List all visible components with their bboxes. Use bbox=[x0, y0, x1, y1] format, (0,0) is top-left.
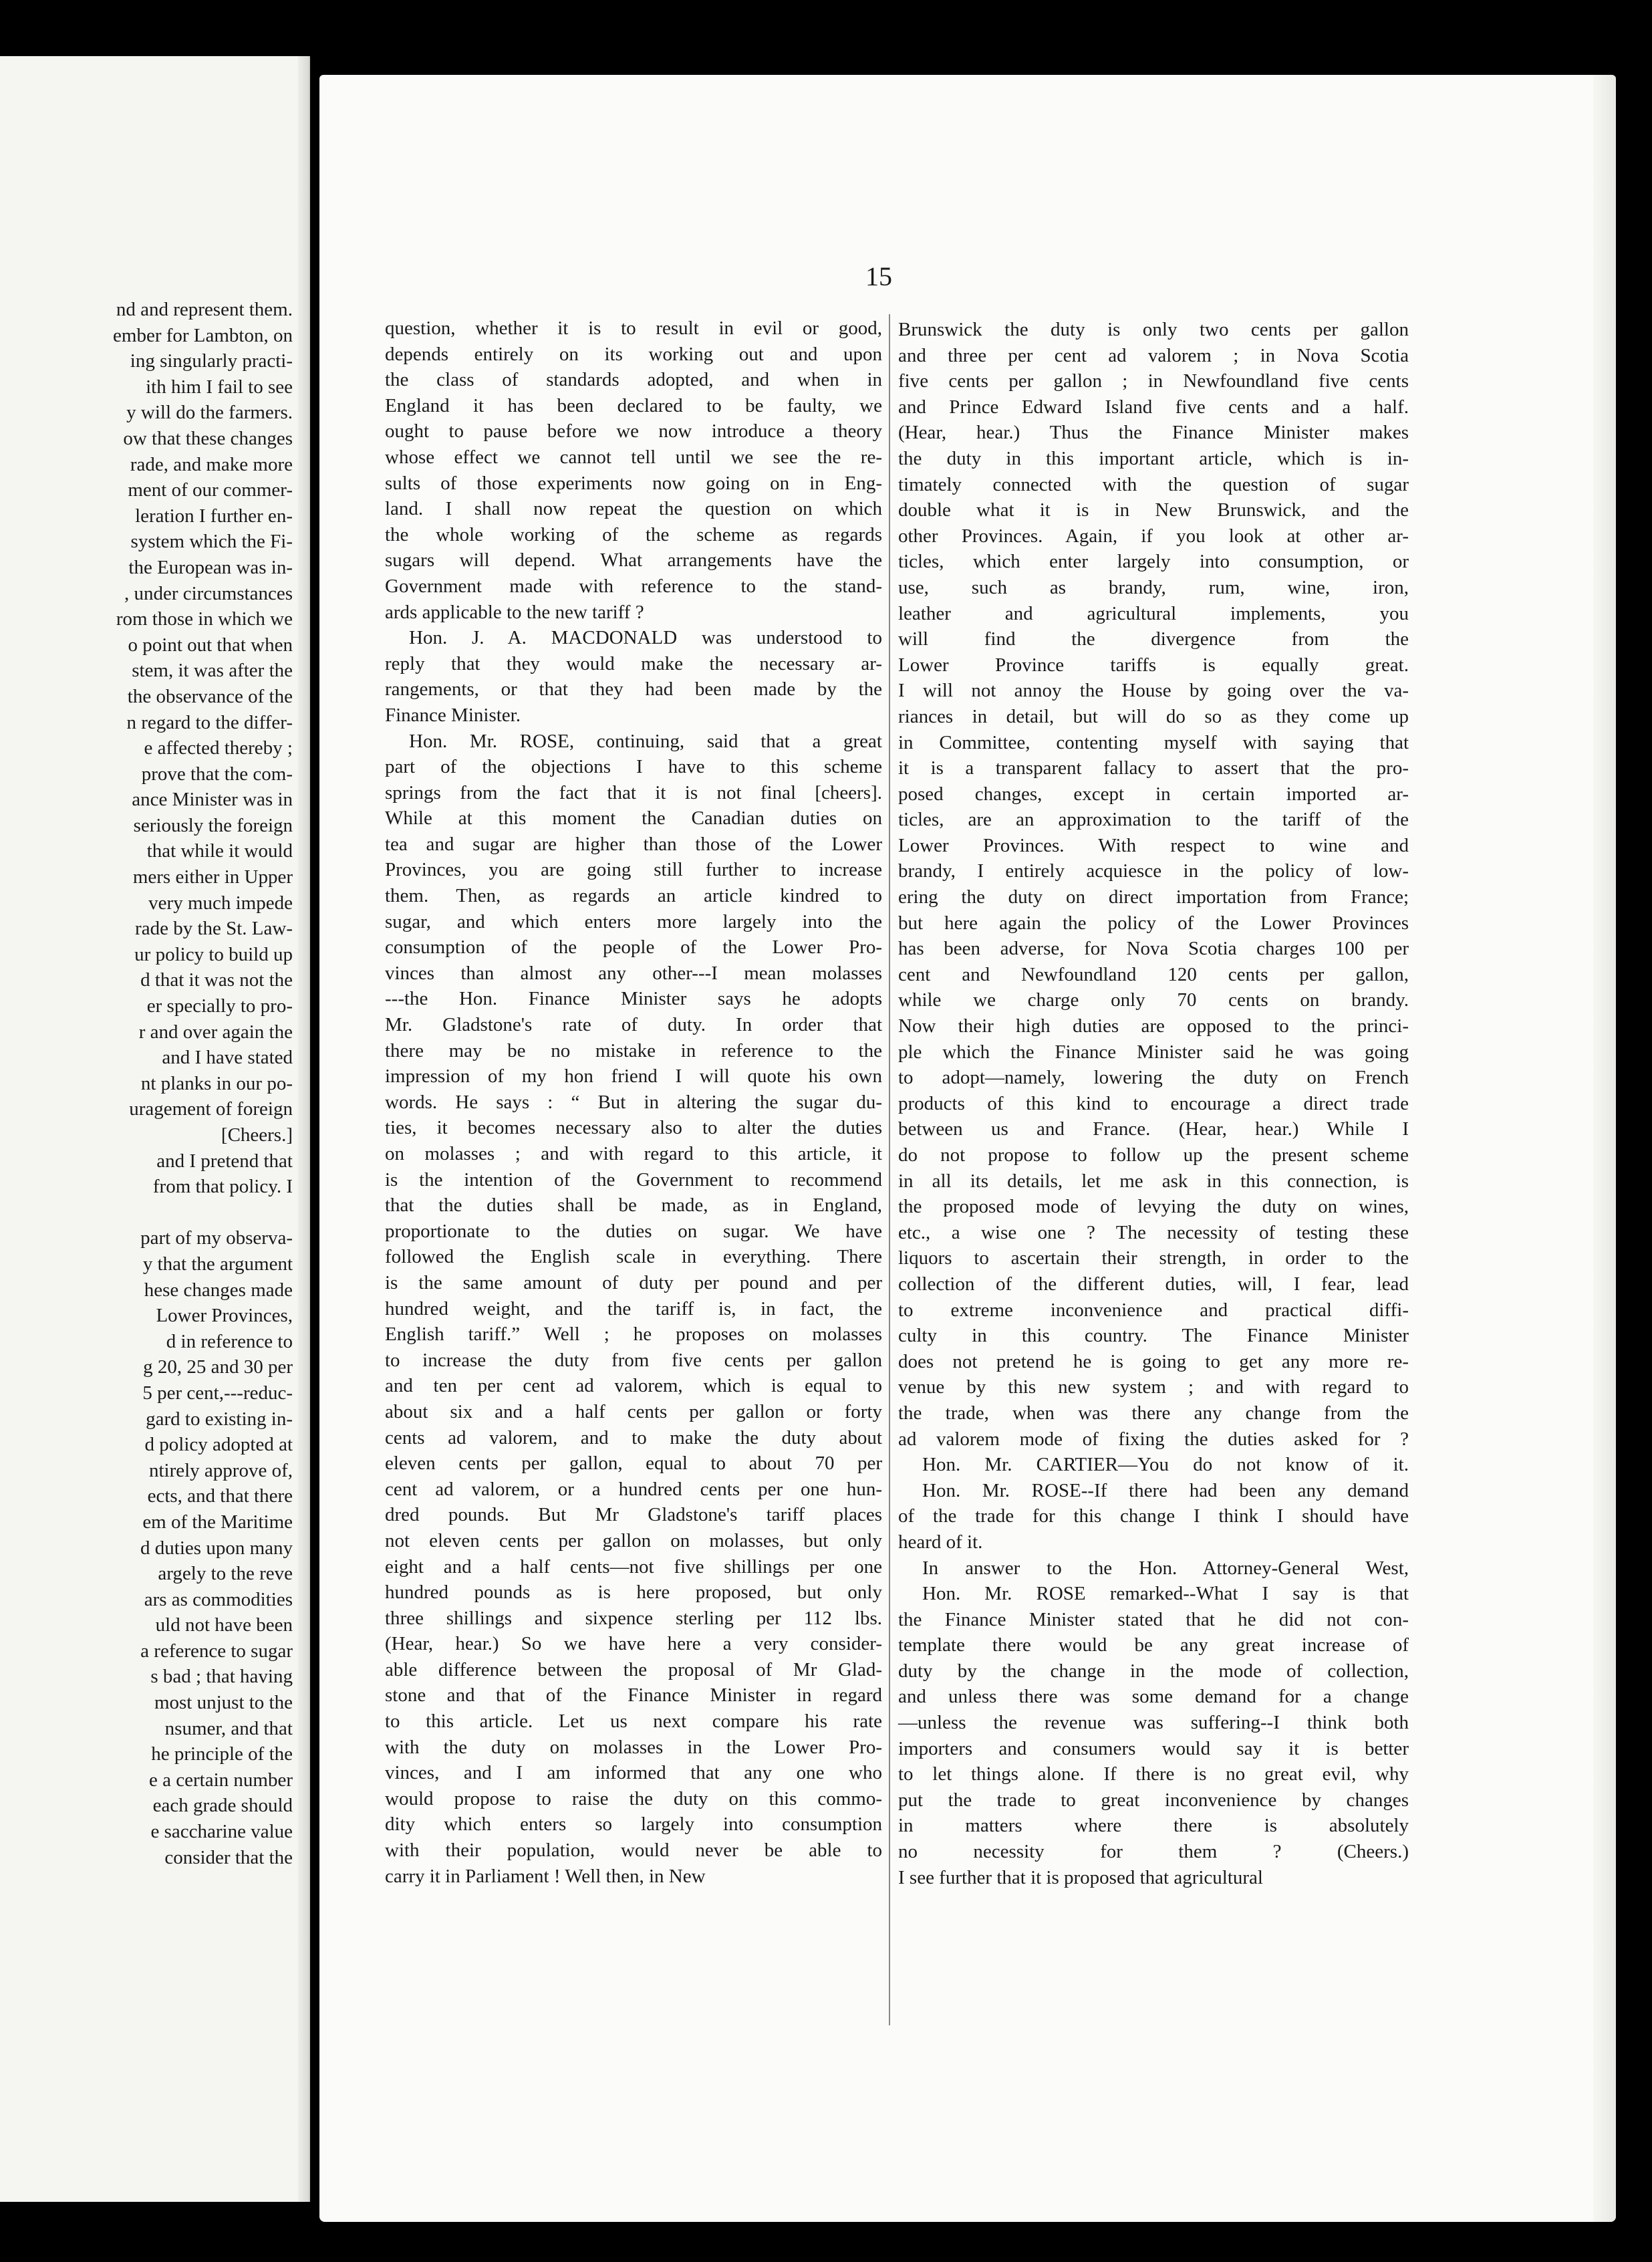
text-line: cent ad valorem, or a hundred cents per one hun- bbox=[385, 1478, 882, 1500]
text-line: venue by this new system ; and with regard to bbox=[898, 1376, 1409, 1398]
text-line: to adopt—namely, lowering the duty on French bbox=[898, 1067, 1409, 1089]
text-line: followed the English scale in everything. There bbox=[385, 1246, 882, 1268]
text-line: with their population, would never be able to bbox=[385, 1840, 882, 1862]
left-page-line: g 20, 25 and 30 per bbox=[143, 1356, 293, 1378]
left-page-line: rade, and make more bbox=[130, 453, 293, 475]
text-line: leather and agricultural implements, you bbox=[898, 602, 1409, 624]
left-page-line: the observance of the bbox=[127, 685, 293, 707]
left-page-line: ance Minister was in bbox=[132, 789, 293, 811]
text-line: ticles, are an approximation to the tariff of the bbox=[898, 809, 1409, 831]
text-line: tea and sugar are higher than those of the Lower bbox=[385, 833, 882, 855]
text-line: (Hear, hear.) So we have here a very consider- bbox=[385, 1633, 882, 1655]
left-page-line: and I have stated bbox=[162, 1047, 293, 1069]
text-line: posed changes, except in certain imported ar- bbox=[898, 783, 1409, 805]
left-page-line: Lower Provinces, bbox=[156, 1305, 293, 1327]
left-page-line: rom those in which we bbox=[116, 608, 293, 630]
left-page-line: leration I further en- bbox=[135, 505, 293, 527]
left-page-line: ing singularly practi- bbox=[130, 350, 293, 372]
left-page-line: e saccharine value bbox=[150, 1821, 293, 1843]
text-line: to extreme inconvenience and practical diffi- bbox=[898, 1299, 1409, 1321]
text-line: template there would be any great increase of bbox=[898, 1634, 1409, 1656]
text-line: I will not annoy the House by going over the va- bbox=[898, 680, 1409, 702]
left-page-line: nsumer, and that bbox=[164, 1717, 293, 1739]
text-line: between us and France. (Hear, hear.) While I bbox=[898, 1118, 1409, 1140]
left-page-line: rade by the St. Law- bbox=[135, 918, 293, 940]
left-page-line: r and over again the bbox=[138, 1021, 293, 1043]
left-page-line: argely to the reve bbox=[158, 1563, 293, 1585]
text-line: ties, it becomes necessary also to alter the duties bbox=[385, 1117, 882, 1139]
text-line: In answer to the Hon. Attorney-General West, bbox=[922, 1557, 1409, 1579]
text-line: it is a transparent fallacy to assert that the pro- bbox=[898, 757, 1409, 779]
text-line: part of the objections I have to this scheme bbox=[385, 756, 882, 778]
left-page-line bbox=[0, 1200, 307, 1226]
text-line: to let things alone. If there is no great evil, why bbox=[898, 1763, 1409, 1785]
left-page-line: ith him I fail to see bbox=[146, 376, 293, 398]
text-line: vinces than almost any other---I mean molasses bbox=[385, 962, 882, 984]
text-line: ple which the Finance Minister said he was going bbox=[898, 1041, 1409, 1063]
left-page-line: ars as commodities bbox=[144, 1588, 293, 1610]
text-line: the Finance Minister stated that he did not con- bbox=[898, 1608, 1409, 1630]
text-line: vinces, and I am informed that any one who bbox=[385, 1762, 882, 1784]
left-page-line: y will do the farmers. bbox=[126, 402, 293, 424]
text-line: sugar, and which enters more largely into the bbox=[385, 910, 882, 932]
text-line: will find the divergence from the bbox=[898, 628, 1409, 650]
text-line: the trade, when was there any change from the bbox=[898, 1402, 1409, 1424]
text-line: importers and consumers would say it is better bbox=[898, 1737, 1409, 1759]
left-page-line: d in reference to bbox=[166, 1330, 293, 1352]
left-page-text bbox=[0, 297, 307, 1870]
text-line: Provinces, you are going still further to increase bbox=[385, 859, 882, 881]
text-line: in matters where there is absolutely bbox=[898, 1815, 1409, 1837]
text-line: does not pretend he is going to get any more re- bbox=[898, 1350, 1409, 1372]
text-line: able difference between the proposal of Mr Glad- bbox=[385, 1658, 882, 1680]
text-line: is the same amount of duty per pound and per bbox=[385, 1271, 882, 1293]
text-line: while we charge only 70 cents on brandy. bbox=[898, 989, 1409, 1011]
left-page-line: , under circumstances bbox=[124, 582, 293, 604]
left-page-line: prove that the com- bbox=[141, 763, 293, 785]
text-line: English tariff.” Well ; he proposes on molasses bbox=[385, 1324, 882, 1346]
text-line: in Committee, contenting myself with saying that bbox=[898, 731, 1409, 753]
left-page-line: part of my observa- bbox=[140, 1227, 293, 1249]
column-divider bbox=[889, 314, 890, 2025]
left-page-line: d duties upon many bbox=[140, 1537, 293, 1559]
text-line: I see further that it is proposed that agricultural bbox=[898, 1866, 1263, 1888]
text-line: and three per cent ad valorem ; in Nova Scotia bbox=[898, 344, 1409, 366]
left-page-line: nt planks in our po- bbox=[140, 1072, 293, 1094]
text-line: collection of the different duties, will, I fear, lead bbox=[898, 1273, 1409, 1295]
text-line: in all its details, let me ask in this connection, is bbox=[898, 1170, 1409, 1192]
text-line: ---the Hon. Finance Minister says he adopts bbox=[385, 988, 882, 1010]
text-line: riances in detail, but will do so as they come up bbox=[898, 705, 1409, 727]
left-page-line: ment of our commer- bbox=[128, 479, 293, 501]
text-line: them. Then, as regards an article kindred to bbox=[385, 885, 882, 907]
text-line: put the trade to great inconvenience by changes bbox=[898, 1789, 1409, 1811]
text-line: ticles, which enter largely into consumption, or bbox=[898, 551, 1409, 573]
text-line: the whole working of the scheme as regards bbox=[385, 523, 882, 545]
left-page-line: d policy adopted at bbox=[144, 1434, 293, 1456]
text-line: impression of my hon friend I will quote his own bbox=[385, 1065, 882, 1088]
left-page-line: 5 per cent,---reduc- bbox=[142, 1382, 293, 1404]
text-line: Hon. Mr. ROSE, continuing, said that a great bbox=[409, 730, 882, 752]
left-page-line: consider that the bbox=[164, 1846, 293, 1868]
left-page-line: system which the Fi- bbox=[130, 531, 293, 553]
text-line: culty in this country. The Finance Minister bbox=[898, 1325, 1409, 1347]
text-line: consumption of the people of the Lower Pro- bbox=[385, 936, 882, 959]
text-line: eleven cents per gallon, equal to about 70 per bbox=[385, 1453, 882, 1475]
text-line: whose effect we cannot tell until we see the re- bbox=[385, 446, 882, 468]
text-line: but here again the policy of the Lower Provinces bbox=[898, 912, 1409, 934]
text-line: use, such as brandy, rum, wine, iron, bbox=[898, 576, 1409, 598]
left-page-line: e a certain number bbox=[149, 1769, 293, 1791]
text-line: stone and that of the Finance Minister in regard bbox=[385, 1684, 882, 1707]
text-line: Hon. Mr. ROSE remarked--What I say is that bbox=[922, 1583, 1409, 1605]
left-page-line: very much impede bbox=[148, 892, 293, 914]
left-page-line: that while it would bbox=[146, 840, 293, 862]
text-line: heard of it. bbox=[898, 1531, 983, 1553]
left-page-line: ow that these changes bbox=[123, 427, 293, 449]
text-line: ought to pause before we now introduce a theory bbox=[385, 420, 882, 443]
text-line: is the intention of the Government to recommend bbox=[385, 1168, 882, 1190]
left-page-line: o point out that when bbox=[128, 634, 293, 656]
text-line: the duty in this important article, which is in- bbox=[898, 447, 1409, 469]
left-page-line: a reference to sugar bbox=[140, 1640, 293, 1662]
left-page-line: seriously the foreign bbox=[133, 814, 293, 836]
text-column-right bbox=[898, 317, 1409, 1890]
text-line: dred pounds. But Mr Gladstone's tariff places bbox=[385, 1504, 882, 1526]
text-line: products of this kind to encourage a direct trade bbox=[898, 1092, 1409, 1114]
left-page-line: gard to existing in- bbox=[146, 1408, 293, 1430]
left-page-line: y that the argument bbox=[142, 1253, 293, 1275]
text-line: ards applicable to the new tariff ? bbox=[385, 601, 644, 623]
left-page-line: the European was in- bbox=[128, 556, 293, 578]
text-line: to this article. Let us next compare his rate bbox=[385, 1711, 882, 1733]
text-line: not eleven cents per gallon on molasses, but only bbox=[385, 1529, 882, 1551]
text-line: England it has been declared to be faulty, we bbox=[385, 394, 882, 416]
text-line: brandy, I entirely acquiesce in the policy of low- bbox=[898, 860, 1409, 882]
text-line: timately connected with the question of sugar bbox=[898, 473, 1409, 495]
left-page-line: em of the Maritime bbox=[142, 1511, 293, 1533]
text-line: ering the duty on direct importation from France; bbox=[898, 886, 1409, 908]
text-line: three shillings and sixpence sterling per 112 lbs. bbox=[385, 1607, 882, 1629]
text-line: hundred weight, and the tariff is, in fact, the bbox=[385, 1297, 882, 1320]
left-page-line: most unjust to the bbox=[154, 1692, 293, 1714]
left-page-line: ember for Lambton, on bbox=[113, 324, 293, 346]
text-line: has been adverse, for Nova Scotia charges 100 per bbox=[898, 938, 1409, 960]
text-line: cent and Newfoundland 120 cents per gallon, bbox=[898, 963, 1409, 985]
text-line: would propose to raise the duty on this commo- bbox=[385, 1787, 882, 1809]
text-line: land. I shall now repeat the question on which bbox=[385, 498, 882, 520]
text-line: Now their high duties are opposed to the princi- bbox=[898, 1015, 1409, 1037]
left-page-line: mers either in Upper bbox=[132, 866, 293, 888]
left-page-line: [Cheers.] bbox=[221, 1124, 293, 1146]
left-page-line: uld not have been bbox=[155, 1614, 293, 1636]
text-line: dity which enters so largely into consumption bbox=[385, 1813, 882, 1836]
text-line: Mr. Gladstone's rate of duty. In order that bbox=[385, 1014, 882, 1036]
left-page-line: each grade should bbox=[152, 1795, 293, 1817]
text-line: to increase the duty from five cents per gallon bbox=[385, 1349, 882, 1371]
text-line: Hon. Mr. CARTIER—You do not know of it. bbox=[922, 1454, 1409, 1476]
text-line: Hon. J. A. MACDONALD was understood to bbox=[409, 627, 882, 649]
left-page-line: from that policy. I bbox=[152, 1176, 293, 1198]
text-line: reply that they would make the necessary ar- bbox=[385, 652, 882, 674]
text-line: the proposed mode of levying the duty on wines, bbox=[898, 1196, 1409, 1218]
text-line: question, whether it is to result in evil or good, bbox=[385, 318, 882, 339]
text-line: with the duty on molasses in the Lower Pro- bbox=[385, 1736, 882, 1758]
left-page-line: ntirely approve of, bbox=[148, 1459, 293, 1481]
text-line: and Prince Edward Island five cents and a half. bbox=[898, 396, 1409, 418]
text-line: sults of those experiments now going on in Eng- bbox=[385, 472, 882, 494]
text-line: Lower Provinces. With respect to wine and bbox=[898, 834, 1409, 856]
left-page-fragment bbox=[0, 56, 310, 2202]
text-line: etc., a wise one ? The necessity of testing these bbox=[898, 1221, 1409, 1243]
text-line: sugars will depend. What arrangements have the bbox=[385, 549, 882, 572]
left-page-line: hese changes made bbox=[144, 1279, 293, 1301]
text-line: —unless the revenue was suffering--I think both bbox=[898, 1712, 1409, 1734]
text-line: of the trade for this change I think I should have bbox=[898, 1505, 1409, 1527]
left-page-line: er specially to pro- bbox=[146, 995, 293, 1017]
text-line: ad valorem mode of fixing the duties asked for ? bbox=[898, 1428, 1409, 1450]
text-line: the class of standards adopted, and when in bbox=[385, 369, 882, 391]
text-line: other Provinces. Again, if you look at other ar- bbox=[898, 525, 1409, 547]
text-line: and unless there was some demand for a change bbox=[898, 1686, 1409, 1708]
text-line: Finance Minister. bbox=[385, 704, 521, 726]
text-line: Government made with reference to the stand- bbox=[385, 575, 882, 597]
text-line: While at this moment the Canadian duties on bbox=[385, 807, 882, 830]
text-line: on molasses ; and with regard to this article, it bbox=[385, 1143, 882, 1164]
left-page-line: s bad ; that having bbox=[150, 1666, 293, 1688]
page-edge bbox=[1593, 75, 1616, 2222]
text-line: hundred pounds as is here proposed, but only bbox=[385, 1582, 882, 1604]
text-line: do not propose to follow up the present scheme bbox=[898, 1144, 1409, 1166]
text-column-left bbox=[385, 316, 882, 1889]
text-line: there may be no mistake in reference to the bbox=[385, 1039, 882, 1061]
text-line: duty by the change in the mode of collection, bbox=[898, 1660, 1409, 1682]
text-line: about six and a half cents per gallon or forty bbox=[385, 1400, 882, 1422]
text-line: springs from the fact that it is not final [cheers]. bbox=[385, 781, 882, 803]
left-page-line: d that it was not the bbox=[140, 969, 293, 991]
left-page-line: and I pretend that bbox=[156, 1150, 293, 1172]
main-page bbox=[319, 75, 1616, 2222]
left-page-line: ects, and that there bbox=[147, 1485, 293, 1507]
text-line: rangements, or that they had been made by the bbox=[385, 678, 882, 701]
text-line: depends entirely on its working out and upon bbox=[385, 343, 882, 365]
left-page-line: he principle of the bbox=[151, 1743, 293, 1765]
text-line: Brunswick the duty is only two cents per gallon bbox=[898, 319, 1409, 340]
left-page-line: stem, it was after the bbox=[132, 660, 293, 682]
text-line: (Hear, hear.) Thus the Finance Minister makes bbox=[898, 422, 1409, 444]
text-line: no necessity for them ? (Cheers.) bbox=[898, 1841, 1409, 1863]
text-line: Hon. Mr. ROSE--If there had been any demand bbox=[922, 1479, 1409, 1501]
left-page-line: uragement of foreign bbox=[129, 1098, 293, 1120]
text-line: liquors to ascertain their strength, in order to the bbox=[898, 1247, 1409, 1269]
text-line: words. He says : “ But in altering the sugar du- bbox=[385, 1091, 882, 1113]
text-line: proportionate to the duties on sugar. We have bbox=[385, 1220, 882, 1242]
text-line: cents ad valorem, and to make the duty about bbox=[385, 1426, 882, 1449]
left-page-line: e affected thereby ; bbox=[144, 737, 293, 759]
text-line: eight and a half cents—not five shillings per one bbox=[385, 1555, 882, 1578]
text-line: carry it in Parliament ! Well then, in New bbox=[385, 1865, 706, 1887]
left-page-line: ur policy to build up bbox=[134, 943, 293, 965]
left-page-line: nd and represent them. bbox=[116, 299, 293, 320]
text-line: Lower Province tariffs is equally great. bbox=[898, 654, 1409, 676]
page-number: 15 bbox=[865, 261, 892, 291]
text-line: and ten per cent ad valorem, which is equal to bbox=[385, 1375, 882, 1397]
text-line: double what it is in New Brunswick, and the bbox=[898, 499, 1409, 521]
text-line: five cents per gallon ; in Newfoundland five cents bbox=[898, 370, 1409, 392]
left-page-line: n regard to the differ- bbox=[126, 711, 293, 733]
text-line: that the duties shall be made, as in England, bbox=[385, 1195, 882, 1217]
